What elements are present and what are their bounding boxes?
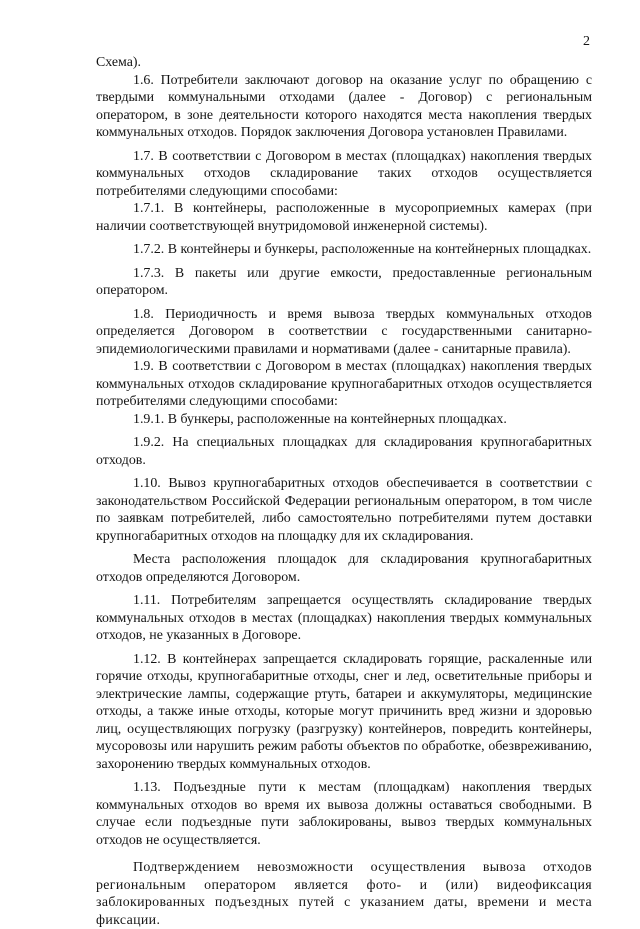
paragraph-1-7-2: 1.7.2. В контейнеры и бункеры, расположенные на контейнерных площадках. [133,242,592,257]
paragraph-1-7: 1.7. В соответствии с Договором в местах (площадках) накопления твердых коммунальных отходов складирование таких отходов осуществляется потребителями следующими способами: [96,148,592,199]
paragraph-confirmation: Подтверждением невозможности осуществления вывоза отходов региональным оператором является фото- и (или) видеофиксация заблокированных подъездных путей с указанием даты, времени и места фиксации. [96,860,592,928]
paragraph-1-9: 1.9. В соответствии с Договором в местах (площадках) накопления твердых коммунальных отходов складирование крупногабаритных отходов осуществляется потребителями следующими способами: [96,359,592,409]
paragraph-scheme-end: Схема). [96,55,141,70]
document-body [96,54,592,929]
paragraph-1-8: 1.8. Периодичность и время вывоза твердых коммунальных отходов определяется Договором в соответствии с государственными санитарно-эпидемиологическими правилами и нормативами (далее - санитарные правила). [96,306,592,357]
paragraph-1-12: 1.12. В контейнерах запрещается складировать горящие, раскаленные или горячие отходы, крупногабаритные отходы, снег и лед, осветительные приборы и электрические лампы, содержащие ртуть, батареи и аккумуляторы, медицинские отходы, а также иные отходы, которые могут причинить вред жизни и здоровью лиц, осуществляющих погрузку (разгрузку) контейнеров, повредить контейнеры, мусоровозы или нарушить режим работы объектов по обработке, обезвреживанию, захоронению твердых коммунальных отходов. [96,651,592,772]
paragraph-1-7-3: 1.7.3. В пакеты или другие емкости, предоставленные региональным оператором. [96,265,592,298]
paragraph-1-11: 1.11. Потребителям запрещается осуществлять складирование твердых коммунальных отходов в местах (площадках) накопления твердых коммунальных отходов, не указанных в Договоре. [96,593,592,643]
paragraph-places: Места расположения площадок для складирования крупногабаритных отходов определяются Договором. [96,552,592,585]
paragraph-1-10: 1.10. Вывоз крупногабаритных отходов обеспечивается в соответствии с законодательством Российской Федерации региональным оператором, в том числе по заявкам потребителей, либо самостоятельно потребителями путем доставки крупногабаритных отходов на площадку для их складирования. [96,476,592,544]
paragraph-1-9-1: 1.9.1. В бункеры, расположенные на контейнерных площадках. [133,411,507,427]
paragraph-1-6: 1.6. Потребители заключают договор на оказание услуг по обращению с твердыми коммунальными отходами (далее - Договор) с региональным оператором, в зоне деятельности которого находятся места накопления твердых коммунальных отходов. Порядок заключения Договора установлен Правилами. [96,72,592,140]
paragraph-1-7-1: 1.7.1. В контейнеры, расположенные в мусороприемных камерах (при наличии соответствующей внутридомовой инженерной системы). [96,201,592,234]
page-number: 2 [583,34,590,49]
paragraph-1-13: 1.13. Подъездные пути к местам (площадкам) накопления твердых коммунальных отходов во время их вывоза должны оставаться свободными. В случае если подъездные пути заблокированы, вывоз твердых коммунальных отходов не осуществляется. [96,780,592,848]
paragraph-1-9-2: 1.9.2. На специальных площадках для складирования крупногабаритных отходов. [96,435,592,468]
